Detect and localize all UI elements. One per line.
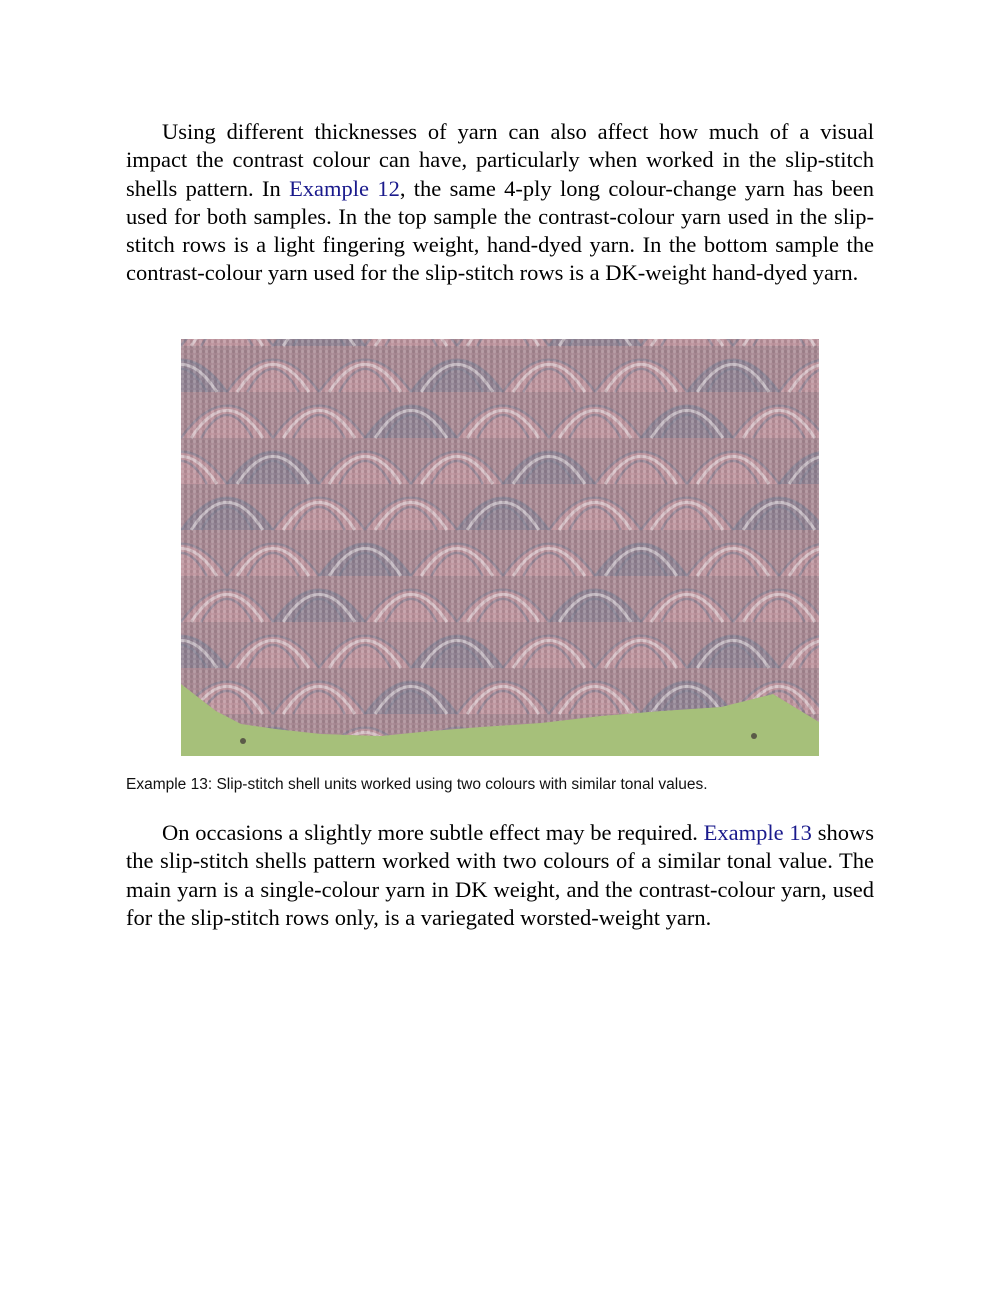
paragraph-2-text-end: shows the slip-stitch shells pattern worked with two colours of a similar tonal value. The main yarn is a single-colour yarn in DK weight, and the contrast-colour yarn, used for the slip-stitch rows only, is a variegated worsted-weight yarn. — [126, 820, 874, 930]
example-12-link[interactable]: Example 12 — [289, 175, 400, 201]
figure-caption: Example 13: Slip-stitch shell units worked using two colours with similar tonal values. — [126, 776, 708, 793]
paragraph-1-text-end: , the same 4-ply long colour-change yarn has been used for both samples. In the top sample the contrast-colour yarn used in the slip-stitch rows is a light fingering weight, hand-dyed yarn. In the bottom sample the contrast-colour yarn used for the slip-stitch rows is a DK-weight hand-dyed yarn. — [126, 175, 874, 286]
paragraph-2-text-start: On occasions a slightly more subtle effect may be required. — [162, 820, 704, 845]
example-13-link[interactable]: Example 13 — [703, 820, 812, 845]
paragraph-1-text-start: Using different thicknesses of yarn can also affect how much of a visual impact the contrast colour can have, particularly when worked in the slip-stitch shells pattern. In — [126, 119, 874, 201]
body-paragraph-1 — [126, 118, 874, 288]
knitted-sample-photo — [181, 339, 819, 756]
body-paragraph-2 — [126, 819, 874, 932]
